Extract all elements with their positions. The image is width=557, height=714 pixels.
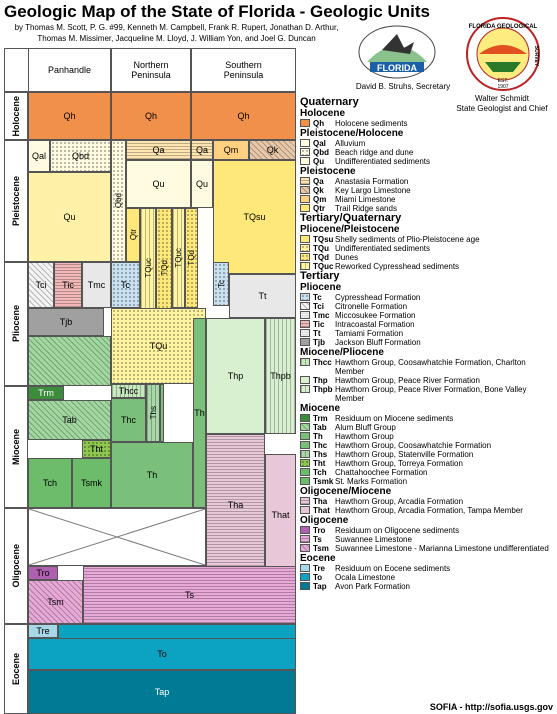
legend-item-thp: Thp Hawthorn Group, Peace River Formation bbox=[300, 376, 555, 385]
stratigraphic-chart bbox=[4, 48, 296, 714]
unit-tsmk: Tsmk bbox=[72, 458, 111, 508]
legend-item-qtr: Qtr Trail Ridge sands bbox=[300, 204, 555, 213]
geologist-credit: Walter Schmidt State Geologist and Chief bbox=[456, 94, 548, 113]
unit-tjb: Tjb bbox=[28, 308, 104, 336]
unit-to-upper bbox=[58, 624, 296, 638]
unit-tab-upper bbox=[28, 336, 111, 386]
unit-tap: Tap bbox=[28, 670, 296, 714]
legend-item-thcc: Thcc Hawthorn Group, Coosawhatchie Formation, Charlton Member bbox=[300, 358, 555, 376]
legend bbox=[300, 97, 555, 591]
unit-that: That bbox=[265, 454, 296, 576]
unit-tqsu: TQsu bbox=[213, 160, 296, 274]
epoch-miocene: Miocene bbox=[4, 386, 28, 508]
legend-heading-miocene-pliocene: Miocene/Pliocene bbox=[300, 347, 384, 358]
unit-qtr: Qtr bbox=[126, 208, 140, 262]
unit-qal: Qal bbox=[28, 140, 50, 172]
legend-heading-tertiary: Tertiary bbox=[300, 270, 340, 282]
epoch-pleistocene: Pleistocene bbox=[4, 140, 28, 262]
unit-qu: Qu bbox=[28, 172, 111, 262]
unit-ts: Ts bbox=[83, 566, 296, 624]
unit-qbd: Qbd bbox=[50, 140, 111, 172]
dep-logo-text: FLORIDA bbox=[377, 63, 417, 73]
fgs-seal-year: 1907 bbox=[497, 84, 509, 90]
legend-item-tquc: TQuc Reworked Cypresshead sediments bbox=[300, 262, 555, 271]
legend-item-thpb: Thpb Hawthorn Group, Peace River Formation, Bone Valley Member bbox=[300, 385, 555, 403]
legend-item-that: That Hawthorn Group, Arcadia Formation, Tampa Member bbox=[300, 506, 555, 515]
legend-item-qh: Qh Holocene sediments bbox=[300, 119, 555, 128]
unit-qh: Qh bbox=[28, 92, 111, 140]
unit-tht: Tht bbox=[82, 440, 111, 458]
fgs-seal-top: FLORIDA GEOLOGICAL bbox=[468, 24, 538, 30]
column-panhandle: Panhandle bbox=[28, 48, 111, 92]
unit-thcc: Thcc bbox=[111, 384, 146, 398]
column-northern-peninsula: Northern Peninsula bbox=[111, 48, 191, 92]
unit-thp: Thp bbox=[206, 318, 265, 434]
unit-qh: Qh bbox=[191, 92, 296, 140]
legend-item-tab: Tab Alum Bluff Group bbox=[300, 423, 555, 432]
unit-qu: Qu bbox=[191, 160, 213, 208]
unit-tc-vertical: Tc bbox=[213, 262, 229, 306]
legend-heading-pliocene-pleistocene: Pliocene/Pleistocene bbox=[300, 224, 400, 235]
legend-item-tch: Tch Chattahoochee Formation bbox=[300, 468, 555, 477]
legend-item-tqsu: TQsu Shelly sediments of Plio-Pleistocene age bbox=[300, 235, 555, 244]
legend-item-tci: Tci Citronelle Formation bbox=[300, 302, 555, 311]
legend-item-tha: Tha Hawthorn Group, Arcadia Formation bbox=[300, 497, 555, 506]
legend-item-tsm: Tsm Suwannee Limestone - Marianna Limestone undifferentiated bbox=[300, 544, 555, 553]
unit-tquc: TQuc bbox=[140, 208, 156, 328]
epoch-holocene: Holocene bbox=[4, 92, 28, 140]
legend-item-tap: Tap Avon Park Formation bbox=[300, 582, 555, 591]
legend-item-tre: Tre Residuum on Eocene sediments bbox=[300, 564, 555, 573]
legend-item-qal: Qal Alluvium bbox=[300, 139, 555, 148]
legend-heading-oligocene: Oligocene bbox=[300, 515, 349, 526]
legend-item-qu: Qu Undifferentiated sediments bbox=[300, 157, 555, 166]
unit-tci: Tci bbox=[28, 262, 54, 308]
unit-tic: Tic bbox=[54, 262, 82, 308]
legend-item-tjb: Tjb Jackson Bluff Formation bbox=[300, 338, 555, 347]
unit-to: To bbox=[28, 638, 296, 670]
unit-qu: Qu bbox=[126, 160, 191, 208]
unit-tc: Tc bbox=[111, 262, 140, 308]
unit-tqd: TQd bbox=[156, 208, 172, 328]
epoch-header-blank bbox=[4, 48, 28, 92]
column-southern-peninsula: Southern Peninsula bbox=[191, 48, 296, 92]
legend-item-tqd: TQd Dunes bbox=[300, 253, 555, 262]
unit-qm: Qm bbox=[213, 140, 249, 160]
unit-qa: Qa bbox=[126, 140, 191, 160]
unit-qh: Qh bbox=[111, 92, 191, 140]
unit-th: Th bbox=[111, 442, 193, 508]
legend-item-trm: Trm Residuum on Miocene sediments bbox=[300, 414, 555, 423]
legend-heading-pliocene: Pliocene bbox=[300, 282, 342, 293]
unit-thpb: Thpb bbox=[265, 318, 296, 434]
legend-item-tmc: Tmc Miccosukee Formation bbox=[300, 311, 555, 320]
unit-th-strip bbox=[160, 384, 164, 442]
legend-heading-tertiary-quaternary: Tertiary/Quaternary bbox=[300, 212, 402, 224]
unit-tab: Tab bbox=[28, 400, 111, 440]
legend-item-qa: Qa Anastasia Formation bbox=[300, 177, 555, 186]
unit-tre: Tre bbox=[28, 624, 58, 638]
unit-tmc: Tmc bbox=[82, 262, 111, 308]
footer-link[interactable]: SOFIA - http://sofia.usgs.gov bbox=[429, 702, 553, 712]
legend-item-qm: Qm Miami Limestone bbox=[300, 195, 555, 204]
legend-item-th: Th Hawthorn Group bbox=[300, 432, 555, 441]
hiatus bbox=[28, 508, 206, 566]
epoch-pliocene: Pliocene bbox=[4, 262, 28, 386]
legend-item-tqu: TQu Undifferentiated sediments bbox=[300, 244, 555, 253]
dep-logo bbox=[352, 22, 442, 80]
unit-tqu: TQu bbox=[111, 308, 206, 384]
legend-heading-pleistocene: Pleistocene bbox=[300, 166, 356, 177]
legend-heading-holocene: Holocene bbox=[300, 108, 346, 119]
unit-th-vertical: Th bbox=[193, 318, 206, 508]
authors: by Thomas M. Scott, P. G. #99, Kenneth M. Campbell, Frank R. Rupert, Jonathan D. Arthur, Thomas M. Missimer, Jacqueline M. Lloyd, J. William Yon, and Joel G. Duncan bbox=[14, 23, 339, 43]
legend-item-thc: Thc Hawthorn Group, Coosawhatchie Formation bbox=[300, 441, 555, 450]
unit-tro: Tro bbox=[28, 566, 58, 580]
unit-tsm: Tsm bbox=[28, 580, 83, 624]
unit-tqd: TQd bbox=[185, 208, 198, 308]
unit-trm: Trm bbox=[28, 386, 64, 400]
page-title: Geologic Map of the State of Florida - Geologic Units bbox=[4, 2, 430, 21]
epoch-eocene: Eocene bbox=[4, 624, 28, 714]
legend-item-tic: Tic Intracoastal Formation bbox=[300, 320, 555, 329]
fgs-seal bbox=[465, 16, 541, 92]
fgs-seal-right: SURVEY bbox=[533, 45, 539, 67]
unit-tha: Tha bbox=[206, 434, 265, 576]
unit-ths: Ths bbox=[146, 384, 160, 442]
legend-heading-oligocene-miocene: Oligocene/Miocene bbox=[300, 486, 392, 497]
fgs-seal-est: EST. bbox=[497, 78, 509, 84]
unit-tch: Tch bbox=[28, 458, 72, 508]
unit-qk: Qk bbox=[249, 140, 296, 160]
legend-item-qbd: Qbd Beach ridge and dune bbox=[300, 148, 555, 157]
legend-item-qk: Qk Key Largo Limestone bbox=[300, 186, 555, 195]
legend-item-tt: Tt Tamiami Formation bbox=[300, 329, 555, 338]
legend-item-tc: Tc Cypresshead Formation bbox=[300, 293, 555, 302]
unit-tt: Tt bbox=[229, 274, 296, 318]
legend-heading-pleistocene-holocene: Pleistocene/Holocene bbox=[300, 128, 404, 139]
legend-item-tsmk: Tsmk St. Marks Formation bbox=[300, 477, 555, 486]
legend-item-tro: Tro Residuum on Oligocene sediments bbox=[300, 526, 555, 535]
legend-item-to: To Ocala Limestone bbox=[300, 573, 555, 582]
legend-heading-eocene: Eocene bbox=[300, 553, 336, 564]
legend-item-tht: Tht Hawthorn Group, Torreya Formation bbox=[300, 459, 555, 468]
legend-heading-miocene: Miocene bbox=[300, 403, 341, 414]
secretary-credit: David B. Struhs, Secretary bbox=[355, 82, 451, 91]
unit-thc: Thc bbox=[111, 398, 146, 442]
unit-qbd-vertical: Qbd bbox=[111, 140, 126, 262]
legend-item-ths: Ths Hawthorn Group, Statenville Formation bbox=[300, 450, 555, 459]
legend-heading-quaternary: Quaternary bbox=[300, 96, 359, 108]
unit-qa: Qa bbox=[191, 140, 213, 160]
unit-tquc: TQuc bbox=[172, 208, 185, 308]
epoch-oligocene: Oligocene bbox=[4, 508, 28, 624]
legend-item-ts: Ts Suwannee Limestone bbox=[300, 535, 555, 544]
